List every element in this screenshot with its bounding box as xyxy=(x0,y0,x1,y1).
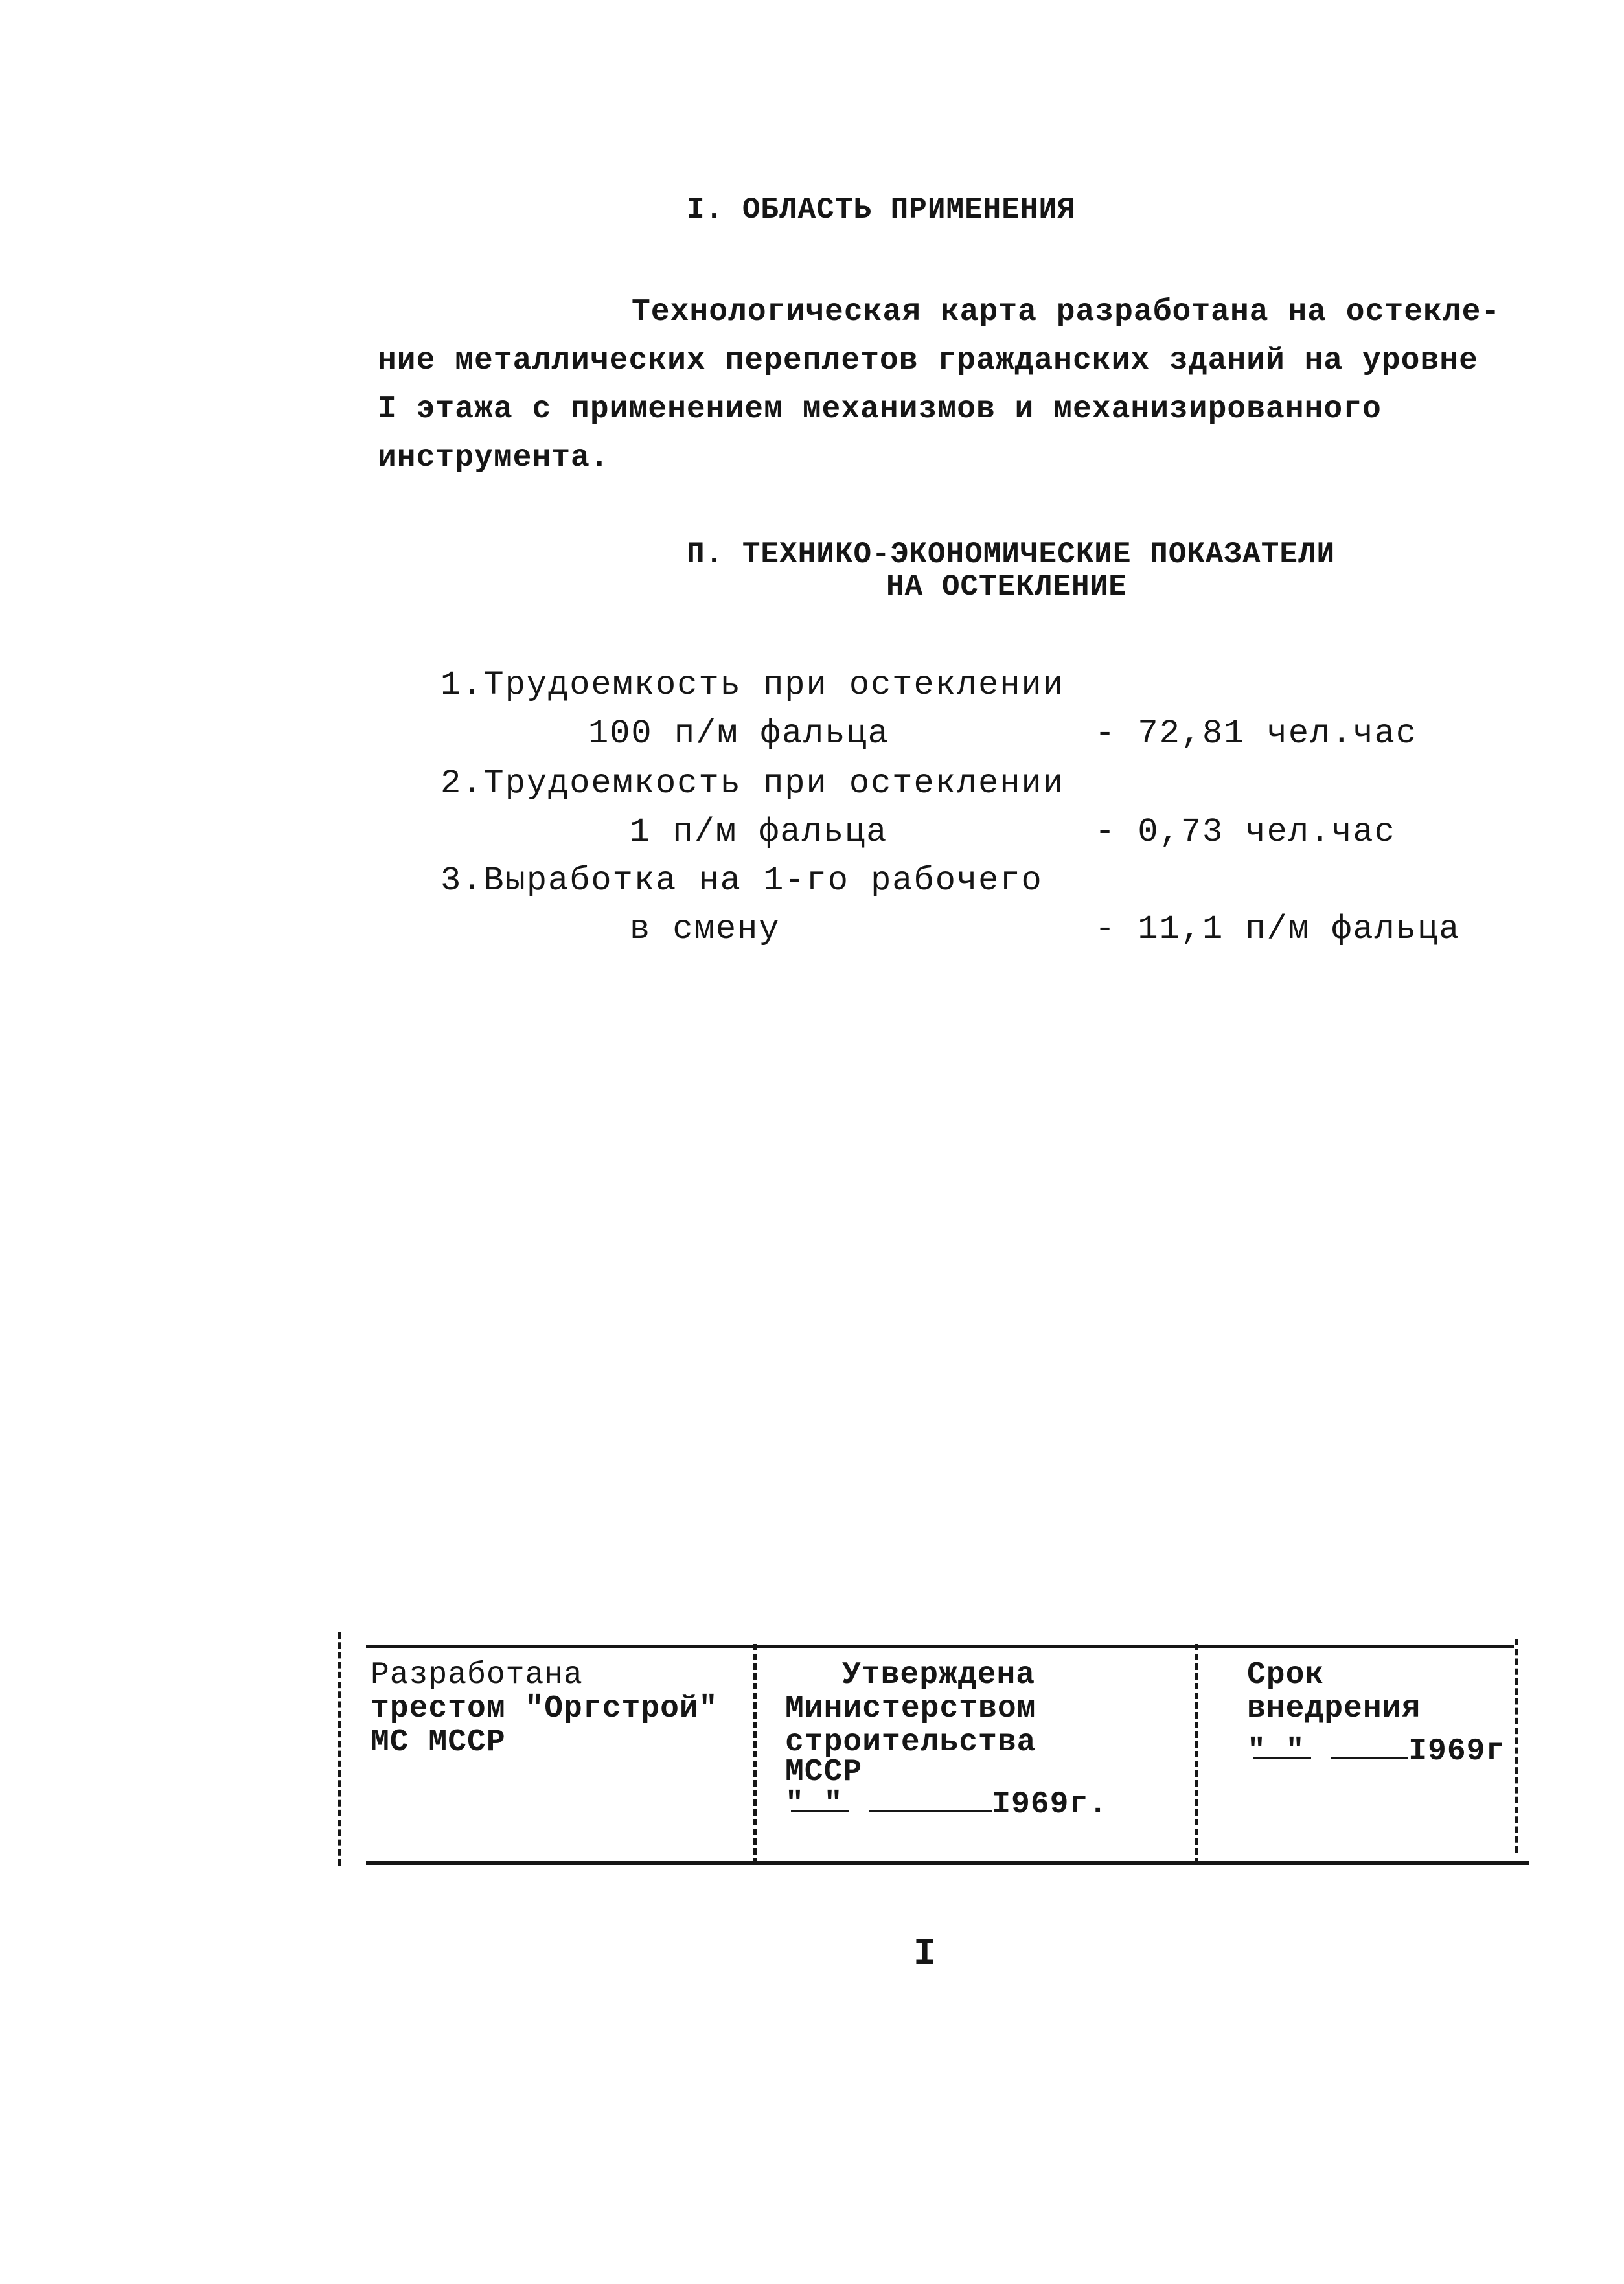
implementation-cell xyxy=(1247,1658,1505,1768)
indicator-2-value: - 0,73 чел.час xyxy=(1095,813,1396,851)
approved-by-line-2: Министерством xyxy=(785,1691,1036,1726)
implementation-date-day-blank xyxy=(1253,1732,1311,1759)
developed-by-line-1: Разработана xyxy=(371,1658,583,1693)
approval-block-bottom-rule xyxy=(366,1861,1529,1865)
implementation-date-quote: " " xyxy=(1247,1734,1305,1769)
section-2-heading-line-1: П. ТЕХНИКО-ЭКОНОМИЧЕСКИЕ ПОКАЗАТЕЛИ xyxy=(687,538,1336,571)
implementation-date-year: I969г xyxy=(1408,1734,1505,1769)
indicator-2-line-1: 2.Трудоемкость при остеклении xyxy=(440,764,1064,803)
approval-block-divider-2 xyxy=(1195,1644,1198,1864)
implementation-line-2: внедрения xyxy=(1247,1691,1421,1726)
approved-by-date-month-blank xyxy=(869,1785,992,1812)
indicator-3-line-2: в смену xyxy=(630,910,781,948)
section-1-paragraph-line-1: Технологическая карта разработана на остекле- xyxy=(632,295,1501,330)
indicator-2-line-2: 1 п/м фальца xyxy=(630,813,888,851)
indicator-3-line-1: 3.Выработка на 1-го рабочего xyxy=(440,862,1043,900)
approved-by-date xyxy=(785,1785,1108,1821)
approved-by-line-1: Утверждена xyxy=(842,1658,1036,1693)
indicator-1-line-2: 100 п/м фальца xyxy=(588,714,889,753)
approved-by-cell xyxy=(785,1658,1108,1821)
indicator-3-value: - 11,1 п/м фальца xyxy=(1095,910,1461,948)
section-2-heading-line-2: НА ОСТЕКЛЕНИЕ xyxy=(886,570,1127,604)
implementation-date xyxy=(1247,1732,1505,1768)
implementation-date-month-blank xyxy=(1331,1732,1408,1759)
page-number: I xyxy=(913,1934,936,1976)
developed-by-cell xyxy=(371,1658,718,1759)
implementation-line-1: Срок xyxy=(1247,1658,1325,1693)
approved-by-line-4: МССР xyxy=(785,1755,863,1790)
approved-by-date-quote: " " xyxy=(785,1787,843,1822)
approved-by-date-day-blank xyxy=(791,1785,849,1812)
section-1-heading: I. ОБЛАСТЬ ПРИМЕНЕНИЯ xyxy=(687,193,1076,227)
approved-by-date-year: I969г. xyxy=(992,1787,1108,1822)
approval-block-divider-1 xyxy=(753,1644,757,1864)
indicator-1-value: - 72,81 чел.час xyxy=(1095,714,1418,753)
section-1-paragraph-line-2: ние металлических переплетов гражданских зданий на уровне xyxy=(378,343,1478,378)
developed-by-line-2: трестом "Оргстрой" xyxy=(371,1691,718,1726)
section-1-paragraph-line-3: I этажа с применением механизмов и механизированного xyxy=(378,392,1382,427)
developed-by-line-3: МС МССР xyxy=(371,1725,506,1760)
indicator-1-line-1: 1.Трудоемкость при остеклении xyxy=(440,666,1064,704)
section-1-paragraph-line-4: инструмента. xyxy=(378,440,610,475)
approval-block-top-rule xyxy=(366,1645,1514,1648)
approval-block-left-border xyxy=(338,1632,341,1866)
approved-by-line-3: строительства xyxy=(785,1725,1036,1760)
approval-block-right-border xyxy=(1515,1639,1518,1853)
